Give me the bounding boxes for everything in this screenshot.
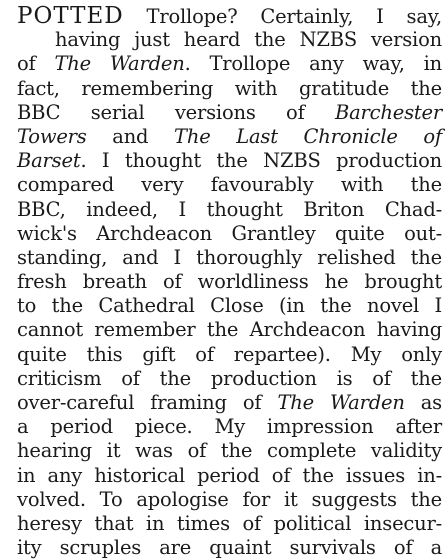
text-run: BBC, indeed, I thought Briton Chad- [17, 197, 442, 221]
text-line [17, 4, 442, 28]
text-line [17, 222, 442, 246]
italic-title: The Warden [54, 52, 185, 76]
text-run: volved. To apologise for it suggests the [17, 487, 442, 511]
text-line [17, 77, 442, 101]
text-run: criticism of the production is of the [17, 366, 442, 390]
text-line [17, 28, 442, 52]
text-run: in any historical period of the issues in- [17, 463, 442, 487]
text-run: ity scruples are quaint survivals of a [17, 536, 442, 560]
text-run: fresh breath of worldliness he brought [17, 270, 442, 294]
article-column [17, 4, 442, 560]
text-line [17, 173, 442, 197]
text-line [17, 415, 442, 439]
text-line [17, 294, 442, 318]
italic-title: Barchester [334, 100, 442, 124]
text-line [17, 464, 442, 488]
italic-title: The Last Chronicle of [174, 124, 442, 148]
text-run: BBC serial versions of [17, 100, 335, 124]
text-run: a period piece. My impression after [17, 415, 442, 439]
text-run: to the Cathedral Close (in the novel I [17, 294, 442, 318]
text-run: wick's Archdeacon Grantley quite out- [17, 221, 442, 245]
text-line [17, 125, 442, 149]
text-run: fact, remembering with gratitude the [17, 76, 442, 100]
drop-cap-word: POTTED [17, 3, 124, 29]
text-run: quite this gift of repartee). My only [17, 342, 442, 366]
text-run: and [86, 124, 175, 148]
text-line [17, 246, 442, 270]
text-run: . Trollope any way, in [184, 52, 443, 76]
text-run: hearing it was of the complete validity [17, 439, 442, 463]
italic-title: Towers [17, 124, 87, 148]
text-line [17, 149, 442, 173]
text-run: cannot remember the Archdeacon having [17, 318, 442, 342]
text-run: standing, and I thoroughly relished the [17, 245, 442, 269]
italic-title: The Warden [277, 391, 405, 414]
italic-title: Barset [17, 149, 81, 173]
text-run: heresy that in times of political insecur- [17, 511, 442, 535]
text-line [17, 488, 442, 512]
text-run: as [404, 391, 442, 414]
text-line [17, 536, 442, 560]
text-line [17, 391, 442, 415]
text-run: having just heard the NZBS version [55, 28, 442, 52]
text-line [17, 318, 442, 342]
text-line [17, 101, 442, 125]
text-run: . I thought the NZBS production [80, 149, 442, 173]
text-run: compared very favourably with the [17, 173, 442, 197]
text-run: over-careful framing of [17, 391, 278, 414]
text-line [17, 439, 442, 463]
text-line [17, 198, 442, 222]
text-run: Trollope? Certainly, I say, [123, 5, 442, 28]
text-line [17, 367, 442, 391]
text-line [17, 270, 442, 294]
text-line [17, 343, 442, 367]
text-run: of [17, 52, 55, 76]
text-line [17, 52, 442, 76]
text-line [17, 512, 442, 536]
